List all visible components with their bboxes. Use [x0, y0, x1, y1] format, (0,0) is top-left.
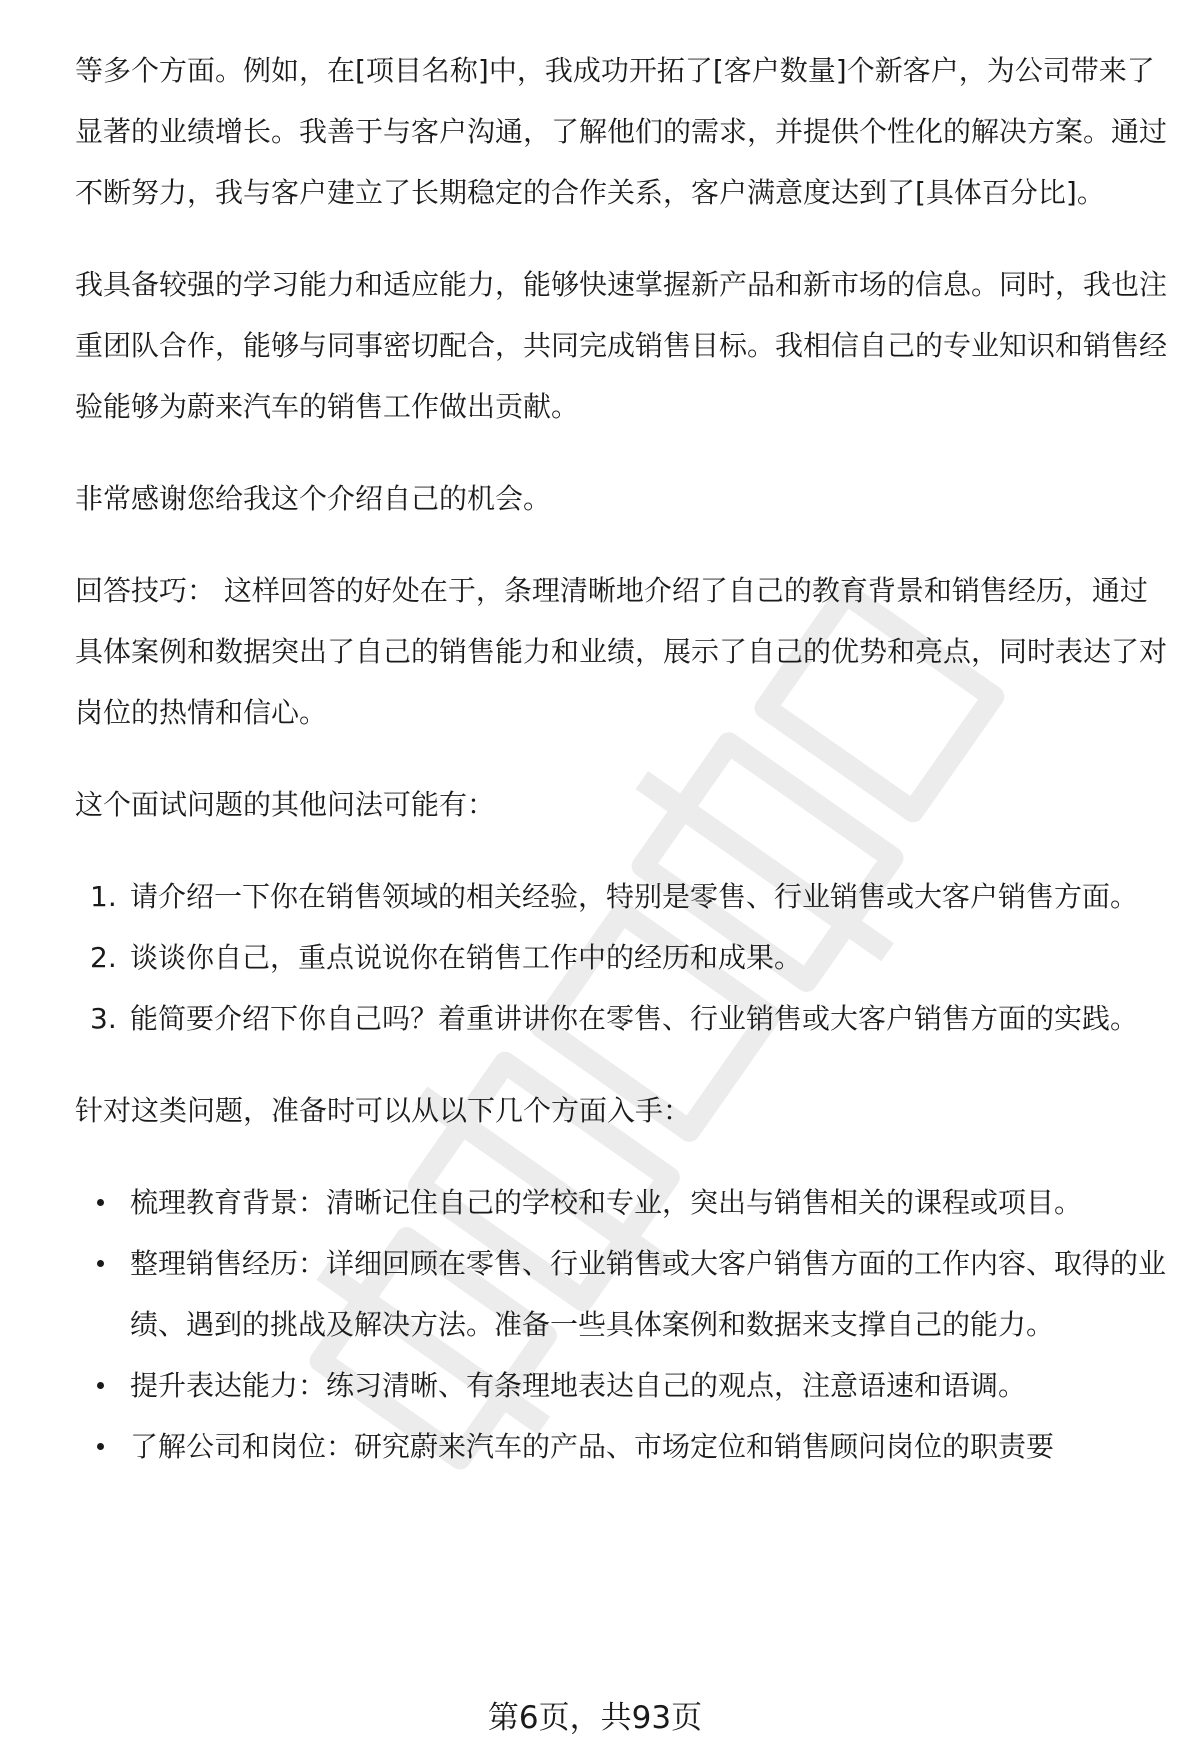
answer-tips-paragraph: 回答技巧： 这样回答的好处在于，条理清晰地介绍了自己的教育背景和销售经历，通过具体案例和数据突出了自己的销售能力和业绩，展示了自己的优势和亮点，同时表达了对岗位的热情和信心。 [75, 574, 1168, 729]
list-item-text: 了解公司和岗位：研究蔚来汽车的产品、市场定位和销售顾问岗位的职责要 [130, 1430, 1055, 1463]
list-item-text: 梳理教育背景：清晰记住自己的学校和专业，突出与销售相关的课程或项目。 [130, 1186, 1083, 1219]
list-item-text: 谈谈你自己，重点说说你在销售工作中的经历和成果。 [130, 941, 803, 974]
bullet-icon [97, 1382, 104, 1389]
list-item [75, 1233, 1175, 1355]
list-number: 2. [90, 941, 117, 974]
list-item [75, 1416, 1175, 1477]
list-number: 1. [90, 880, 117, 913]
list-item [75, 1355, 1175, 1416]
paragraph: 非常感谢您给我这个介绍自己的机会。 [75, 482, 552, 515]
list-number: 3. [90, 1002, 117, 1035]
list-item [75, 988, 1175, 1049]
bullet-icon [97, 1260, 104, 1267]
alt-questions-list [75, 866, 1175, 1049]
prep-intro: 针对这类问题，准备时可以从以下几个方面入手： [75, 1094, 692, 1127]
paragraph: 我具备较强的学习能力和适应能力，能够快速掌握新产品和新市场的信息。同时，我也注重团队合作，能够与同事密切配合，共同完成销售目标。我相信自己的专业知识和销售经验能够为蔚来汽车的销售工作做出贡献。 [75, 268, 1168, 423]
list-item-text: 能简要介绍下你自己吗？着重讲讲你在零售、行业销售或大客户销售方面的实践。 [130, 1002, 1139, 1035]
list-item [75, 1172, 1175, 1233]
paragraph: 等多个方面。例如，在[项目名称]中，我成功开拓了[客户数量]个新客户，为公司带来了显著的业绩增长。我善于与客户沟通，了解他们的需求，并提供个性化的解决方案。通过不断努力，我与客户建立了长期稳定的合作关系，客户满意度达到了[具体百分比]。 [75, 54, 1168, 209]
document-page [75, 40, 1175, 1477]
prep-tips-list [75, 1172, 1175, 1477]
page-number-footer: 第6页，共93页 [487, 1700, 703, 1736]
list-item [75, 927, 1175, 988]
alt-questions-heading: 这个面试问题的其他问法可能有： [75, 788, 496, 821]
bullet-icon [97, 1443, 104, 1450]
list-item-text: 请介绍一下你在销售领域的相关经验，特别是零售、行业销售或大客户销售方面。 [130, 880, 1139, 913]
list-item-text: 整理销售经历：详细回顾在零售、行业销售或大客户销售方面的工作内容、取得的业绩、遇到的挑战及解决方法。准备一些具体案例和数据来支撑自己的能力。 [130, 1247, 1167, 1341]
list-item [75, 866, 1175, 927]
list-item-text: 提升表达能力：练习清晰、有条理地表达自己的观点，注意语速和语调。 [130, 1369, 1027, 1402]
bullet-icon [97, 1199, 104, 1206]
